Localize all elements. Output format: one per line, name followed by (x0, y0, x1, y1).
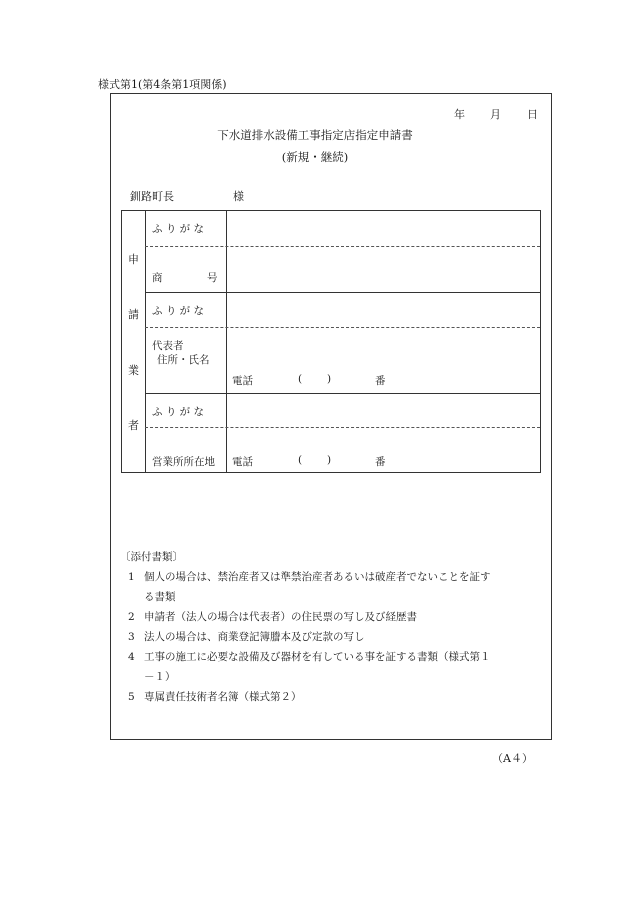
applicant-table (121, 210, 541, 473)
date-year-label: 年 (454, 108, 465, 121)
attachment-number: 3 (128, 631, 135, 643)
document-subtitle: (新規・継続) (281, 150, 349, 164)
trade-name-label: 号 (207, 272, 218, 284)
date-month-label: 月 (490, 108, 501, 121)
attachment-item (120, 647, 550, 687)
table-divider (145, 211, 146, 472)
furigana-label: ふ り が な (152, 223, 205, 235)
phone-paren-open: ( (298, 454, 303, 466)
phone-label: 電話 (232, 456, 253, 468)
trade-name-field[interactable] (227, 247, 540, 292)
attachment-number: 4 (128, 651, 135, 663)
trade-name-label: 商 (152, 272, 163, 284)
vertical-label-char: 者 (128, 419, 139, 432)
honorific: 様 (233, 190, 244, 203)
attachment-text: 法人の場合は、商業登記簿謄本及び定款の写し (144, 631, 365, 643)
attachment-item (120, 627, 550, 647)
attachments-section (120, 547, 550, 707)
phone-paren-close: ) (327, 454, 332, 466)
phone-ban: 番 (375, 456, 386, 468)
attachment-item (120, 607, 550, 627)
attachment-number: 2 (128, 611, 135, 623)
representative-label: 代表者 (152, 340, 184, 352)
attachment-number: 1 (128, 571, 135, 583)
addressee: 釧路町長 (130, 190, 174, 203)
attachment-text: 専属責任技術者名簿（様式第２） (144, 691, 302, 703)
furigana-representative-field[interactable] (227, 293, 540, 327)
vertical-label-char: 申 (128, 253, 139, 266)
attachment-text: 工事の施工に必要な設備及び器材を有している事を証する書類（様式第１ (144, 651, 491, 663)
representative-address-name-label: 住所・氏名 (157, 354, 210, 366)
attachment-item (120, 687, 550, 707)
phone-paren-close: ) (327, 373, 332, 385)
attachment-text: 個人の場合は、禁治産者又は準禁治産者あるいは破産者でないことを証す (144, 571, 491, 583)
office-location-label: 営業所所在地 (152, 456, 215, 468)
attachment-item (120, 567, 550, 607)
phone-label: 電話 (232, 375, 253, 387)
attachments-heading: 〔添付書類〕 (120, 551, 183, 563)
furigana-label: ふ り が な (152, 305, 205, 317)
paper-size-note: （A４） (492, 752, 533, 765)
attachment-text: 申請者（法人の場合は代表者）の住民票の写し及び経歴書 (144, 611, 417, 623)
furigana-trade-field[interactable] (227, 211, 540, 246)
furigana-office-field[interactable] (227, 394, 540, 427)
date-day-label: 日 (527, 108, 538, 121)
vertical-label-char: 業 (128, 364, 139, 377)
attachment-number: 5 (128, 691, 135, 703)
attachment-text: る書類 (144, 591, 176, 603)
form-number: 様式第1(第4条第1項関係) (98, 78, 227, 91)
vertical-label-char: 請 (128, 308, 139, 321)
furigana-label: ふ り が な (152, 406, 205, 418)
phone-paren-open: ( (298, 373, 303, 385)
attachment-text: －１） (144, 671, 176, 683)
document-title: 下水道排水設備工事指定店指定申請書 (217, 128, 413, 142)
phone-ban: 番 (375, 375, 386, 387)
